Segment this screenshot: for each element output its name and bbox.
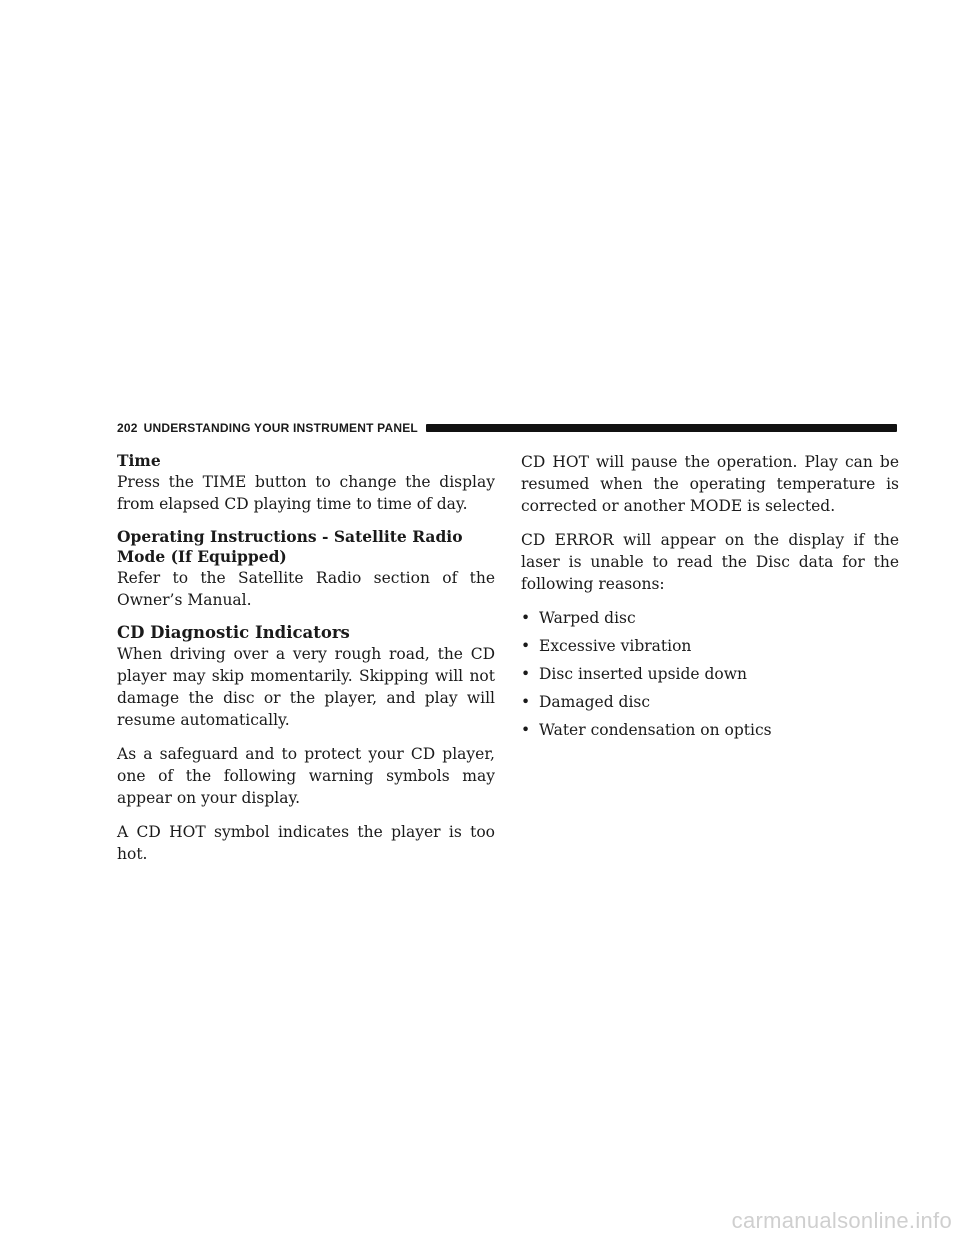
list-item-text: Warped disc	[539, 609, 636, 627]
list-item	[521, 691, 899, 713]
header-rule	[426, 424, 897, 432]
bullet-icon: •	[521, 665, 531, 683]
left-column	[117, 451, 495, 877]
cd-error-reasons-list	[521, 607, 899, 741]
list-item-text: Disc inserted upside down	[539, 665, 748, 683]
diagnostic-paragraph-1: When driving over a very rough road, the CD player may skip momentarily. Skipping will not damage the disc or the player, and play will resume automatically.	[117, 645, 495, 729]
time-heading: Time	[117, 451, 161, 470]
page-number: 202	[117, 421, 138, 435]
section-title: UNDERSTANDING YOUR INSTRUMENT PANEL	[143, 421, 418, 435]
list-item	[521, 719, 899, 741]
diagnostic-heading: CD Diagnostic Indicators	[117, 623, 350, 642]
page-header	[117, 420, 897, 436]
diagnostic-paragraph-3: A CD HOT symbol indicates the player is too hot.	[117, 823, 495, 863]
bullet-icon: •	[521, 609, 531, 627]
satellite-heading: Operating Instructions - Satellite Radio Mode (If Equipped)	[117, 527, 463, 566]
diagnostic-paragraph-2: As a safeguard and to protect your CD player, one of the following warning symbols may appear on your display.	[117, 745, 495, 807]
time-paragraph: Press the TIME button to change the display from elapsed CD playing time to time of day.	[117, 473, 495, 513]
watermark: carmanualsonline.info	[731, 1208, 952, 1233]
cd-error-paragraph: CD ERROR will appear on the display if the laser is unable to read the Disc data for the following reasons:	[521, 531, 899, 593]
list-item	[521, 607, 899, 629]
list-item	[521, 663, 899, 685]
cd-hot-paragraph: CD HOT will pause the operation. Play can be resumed when the operating temperature is corrected or another MODE is selected.	[521, 453, 899, 515]
list-item-text: Damaged disc	[539, 693, 651, 711]
bullet-icon: •	[521, 637, 531, 655]
satellite-paragraph: Refer to the Satellite Radio section of the Owner’s Manual.	[117, 569, 495, 609]
bullet-icon: •	[521, 693, 531, 711]
bullet-icon: •	[521, 721, 531, 739]
list-item-text: Water condensation on optics	[539, 721, 772, 739]
list-item-text: Excessive vibration	[539, 637, 692, 655]
list-item	[521, 635, 899, 657]
right-column	[521, 451, 899, 747]
